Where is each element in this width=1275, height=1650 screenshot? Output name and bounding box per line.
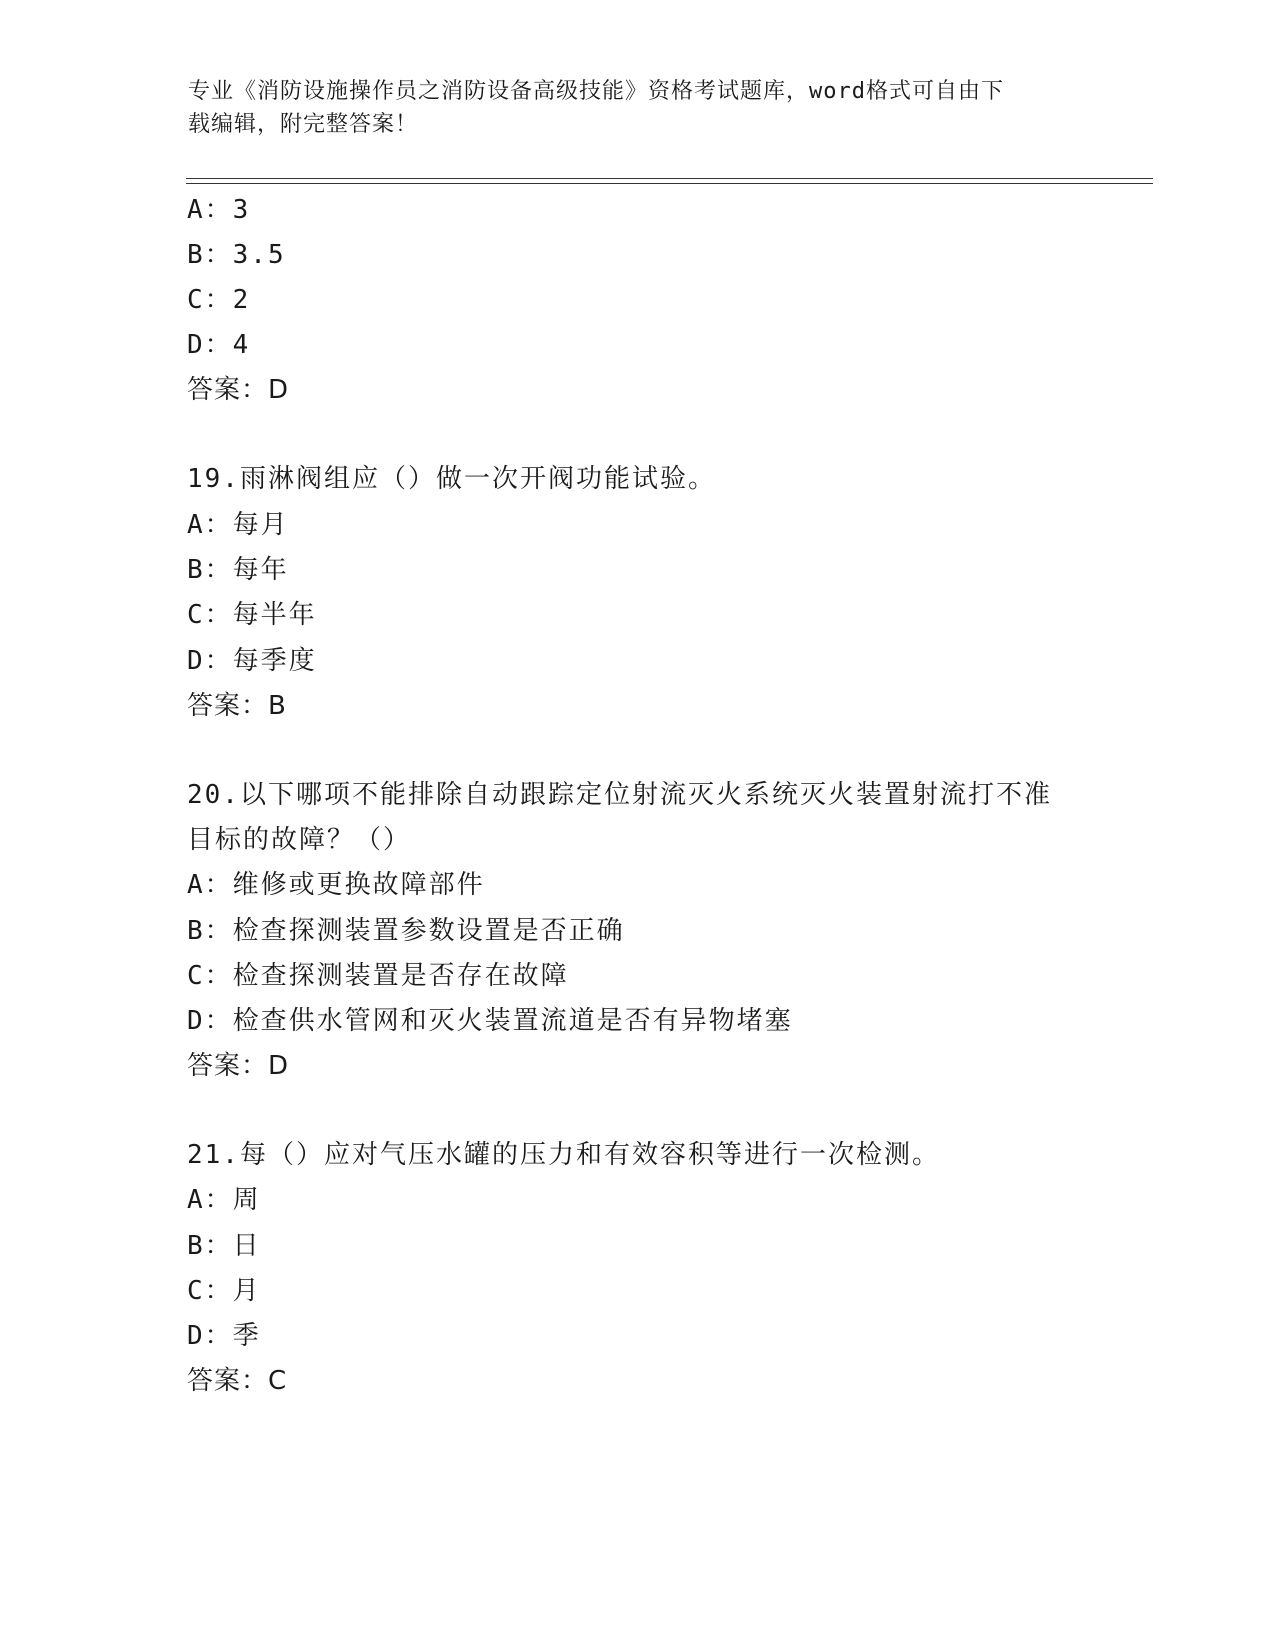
option-a: A：3 <box>187 195 251 225</box>
header-divider-top <box>186 178 1153 179</box>
answer: 答案：C <box>187 1366 288 1396</box>
option-c: C：2 <box>187 285 251 315</box>
document-header <box>188 75 1088 141</box>
option-c: C：月 <box>187 1276 261 1306</box>
header-divider-bottom <box>186 183 1153 184</box>
option-b: B：检查探测装置参数设置是否正确 <box>187 916 625 946</box>
answer: 答案：B <box>187 691 287 721</box>
answer: 答案：D <box>187 1051 290 1081</box>
option-d: D：检查供水管网和灭火装置流道是否有异物堵塞 <box>187 1006 793 1036</box>
option-b: B：每年 <box>187 555 289 585</box>
option-c: C：检查探测装置是否存在故障 <box>187 961 569 991</box>
option-b: B：日 <box>187 1231 261 1261</box>
answer: 答案：D <box>187 375 290 405</box>
question-stem: 21.每（）应对气压水罐的压力和有效容积等进行一次检测。 <box>187 1140 940 1170</box>
question-stem-continued: 目标的故障？（） <box>187 825 412 855</box>
question-stem: 20.以下哪项不能排除自动跟踪定位射流灭火系统灭火装置射流打不准 <box>187 780 1052 810</box>
option-d: D：每季度 <box>187 646 317 676</box>
option-a: A：维修或更换故障部件 <box>187 870 485 900</box>
header-line-2: 载编辑，附完整答案！ <box>188 112 419 137</box>
header-line-1: 专业《消防设施操作员之消防设备高级技能》资格考试题库，word格式可自由下 <box>188 79 1004 104</box>
option-a: A：周 <box>187 1185 261 1215</box>
option-b: B：3.5 <box>187 240 286 270</box>
question-stem: 19.雨淋阀组应（）做一次开阀功能试验。 <box>187 464 716 494</box>
option-d: D：4 <box>187 330 251 360</box>
option-a: A：每月 <box>187 510 289 540</box>
option-c: C：每半年 <box>187 600 317 630</box>
option-d: D：季 <box>187 1321 261 1351</box>
